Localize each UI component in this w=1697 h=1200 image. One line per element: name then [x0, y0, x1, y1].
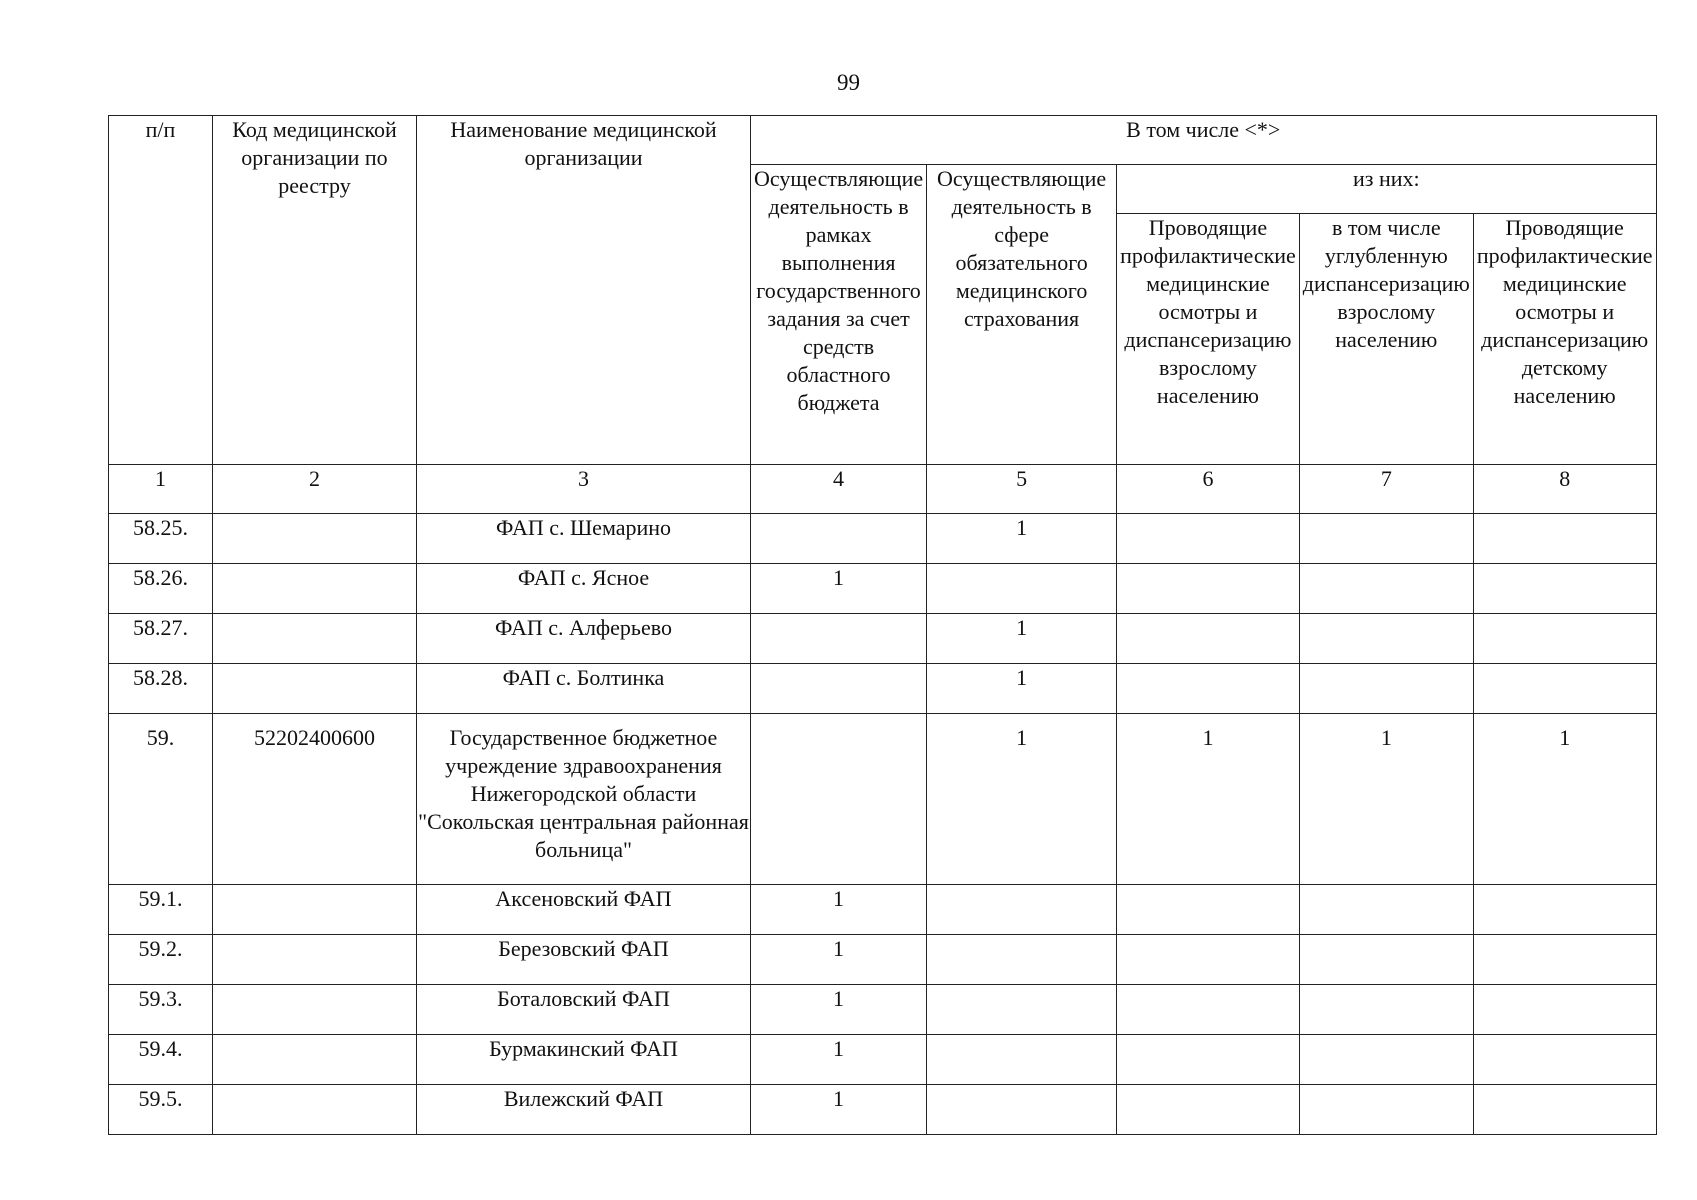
row-name: ФАП с. Болтинка: [417, 664, 751, 714]
row-code: [213, 614, 417, 664]
column-number: 3: [417, 465, 751, 514]
row-name: Бурмакинский ФАП: [417, 1035, 751, 1085]
row-number: 59.3.: [109, 985, 213, 1035]
row-name: Вилежский ФАП: [417, 1085, 751, 1135]
header-oms: Осуществляющие деятельность в сфере обязательного медицинского страхования: [927, 165, 1117, 465]
row-c5: [927, 1085, 1117, 1135]
row-name: ФАП с. Алферьево: [417, 614, 751, 664]
row-c8: [1473, 614, 1656, 664]
row-c4: 1: [751, 885, 927, 935]
header-child-exam: Проводящие профилактические медицинские осмотры и диспансеризацию детскому населению: [1473, 214, 1656, 465]
header-deep-disp: в том числе углубленную диспансеризацию взрослому населению: [1299, 214, 1473, 465]
row-name: ФАП с. Ясное: [417, 564, 751, 614]
row-c6: [1117, 1085, 1300, 1135]
row-c4: [751, 664, 927, 714]
row-c7: [1299, 985, 1473, 1035]
row-c6: [1117, 564, 1300, 614]
row-code: [213, 664, 417, 714]
column-number: 8: [1473, 465, 1656, 514]
table-row: [109, 564, 1657, 614]
row-c5: [927, 935, 1117, 985]
row-c5: [927, 564, 1117, 614]
row-c7: [1299, 1085, 1473, 1135]
column-number: 7: [1299, 465, 1473, 514]
header-pp: п/п: [109, 116, 213, 465]
table-row: [109, 1085, 1657, 1135]
header-state-task: Осуществляющие деятельность в рамках выполнения государственного задания за счет средств областного бюджета: [751, 165, 927, 465]
row-c8: [1473, 664, 1656, 714]
row-c6: 1: [1117, 714, 1300, 885]
table-row: [109, 614, 1657, 664]
row-c8: [1473, 514, 1656, 564]
table-row: [109, 985, 1657, 1035]
row-c4: [751, 514, 927, 564]
column-number: 6: [1117, 465, 1300, 514]
row-c6: [1117, 935, 1300, 985]
row-number: 59.2.: [109, 935, 213, 985]
table-row: [109, 885, 1657, 935]
row-c6: [1117, 985, 1300, 1035]
column-number: 4: [751, 465, 927, 514]
row-c8: [1473, 985, 1656, 1035]
row-code: 52202400600: [213, 714, 417, 885]
table-row: [109, 1035, 1657, 1085]
row-number: 58.27.: [109, 614, 213, 664]
row-c4: 1: [751, 564, 927, 614]
header-code: Код медицинской организации по реестру: [213, 116, 417, 465]
column-number: 2: [213, 465, 417, 514]
row-c5: 1: [927, 714, 1117, 885]
table-row: [109, 664, 1657, 714]
header-of-them: из них:: [1117, 165, 1656, 214]
row-c4: 1: [751, 1085, 927, 1135]
table-row: [109, 514, 1657, 564]
row-c6: [1117, 514, 1300, 564]
row-c7: [1299, 564, 1473, 614]
row-name: Березовский ФАП: [417, 935, 751, 985]
table-row: [109, 935, 1657, 985]
row-c4: 1: [751, 935, 927, 985]
row-c8: [1473, 885, 1656, 935]
row-c5: 1: [927, 664, 1117, 714]
row-c4: 1: [751, 1035, 927, 1085]
row-name: Аксеновский ФАП: [417, 885, 751, 935]
row-name: Боталовский ФАП: [417, 985, 751, 1035]
row-c7: 1: [1299, 714, 1473, 885]
row-c7: [1299, 614, 1473, 664]
row-c5: 1: [927, 514, 1117, 564]
row-c8: [1473, 1085, 1656, 1135]
row-number: 59.1.: [109, 885, 213, 935]
row-c7: [1299, 1035, 1473, 1085]
row-c8: [1473, 935, 1656, 985]
row-c6: [1117, 1035, 1300, 1085]
row-c8: [1473, 1035, 1656, 1085]
row-c6: [1117, 614, 1300, 664]
row-c5: [927, 885, 1117, 935]
row-number: 59.4.: [109, 1035, 213, 1085]
row-c7: [1299, 664, 1473, 714]
row-number: 58.25.: [109, 514, 213, 564]
header-including: В том числе <*>: [751, 116, 1657, 165]
row-c4: [751, 614, 927, 664]
row-code: [213, 564, 417, 614]
row-code: [213, 885, 417, 935]
row-c7: [1299, 514, 1473, 564]
medical-organizations-table: [108, 115, 1657, 1135]
row-number: 58.26.: [109, 564, 213, 614]
header-name: Наименование медицинской организации: [417, 116, 751, 465]
row-code: [213, 1035, 417, 1085]
row-c8: [1473, 564, 1656, 614]
row-number: 59.: [109, 714, 213, 885]
row-c4: [751, 714, 927, 885]
row-c8: 1: [1473, 714, 1656, 885]
row-code: [213, 985, 417, 1035]
table-row: [109, 714, 1657, 885]
row-code: [213, 1085, 417, 1135]
page-number: 99: [837, 70, 860, 95]
row-number: 59.5.: [109, 1085, 213, 1135]
column-number: 5: [927, 465, 1117, 514]
row-name: ФАП с. Шемарино: [417, 514, 751, 564]
row-code: [213, 514, 417, 564]
row-name: Государственное бюджетное учреждение здравоохранения Нижегородской области "Сокольская центральная районная больница": [417, 714, 751, 885]
row-code: [213, 935, 417, 985]
row-c7: [1299, 935, 1473, 985]
column-numbers-row: [109, 465, 1657, 514]
row-c7: [1299, 885, 1473, 935]
column-number: 1: [109, 465, 213, 514]
row-c5: 1: [927, 614, 1117, 664]
row-c6: [1117, 885, 1300, 935]
row-number: 58.28.: [109, 664, 213, 714]
row-c4: 1: [751, 985, 927, 1035]
row-c6: [1117, 664, 1300, 714]
header-adult-exam: Проводящие профилактические медицинские осмотры и диспансеризацию взрослому населению: [1117, 214, 1300, 465]
row-c5: [927, 985, 1117, 1035]
row-c5: [927, 1035, 1117, 1085]
